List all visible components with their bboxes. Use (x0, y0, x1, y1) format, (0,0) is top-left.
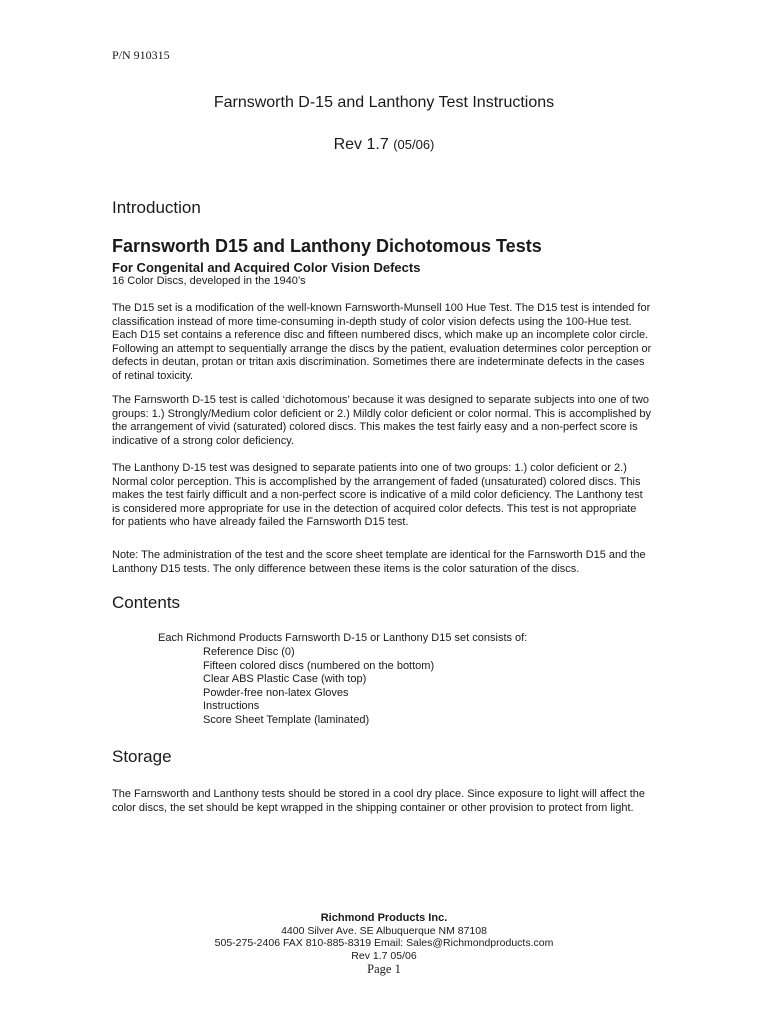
footer-address: 4400 Silver Ave. SE Albuquerque NM 87108 (281, 924, 487, 937)
storage-heading: Storage (112, 747, 172, 766)
intro-paragraph-3: The Lanthony D-15 test was designed to separate patients into one of two groups: 1.) color deficient or 2.) Normal color perception. This is accomplished by the arrangement of faded (unsaturated) colored discs. This makes the test fairly difficult and a non-perfect score is indicative of a mild color deficiency. The Lanthony test is considered more appropriate for use in the detection of acquired color defects. This test is not appropriate for patients who have already failed the Farnsworth D15 test. (112, 462, 643, 528)
list-item: Fifteen colored discs (numbered on the bottom) (203, 659, 435, 672)
intro-paragraph-2: The Farnsworth D-15 test is called ‘dichotomous’ because it was designed to separate subjects into one of two groups: 1.) Strongly/Medium color deficient or 2.) Mildly color deficient or color normal. This is accomplished by the arrangement of vivid (saturated) colored discs. This makes the test fairly easy and a non-perfect score is indicative of a strong color deficiency. (112, 394, 652, 447)
list-item: Powder-free non-latex Gloves (203, 686, 349, 699)
intro-paragraph-1: The D15 set is a modification of the well-known Farnsworth-Munsell 100 Hue Test. The D15 test is intended for classification instead of more time-consuming in-depth study of color vision defects using the 100-Hue test. Each D15 set contains a reference disc and fifteen numbered discs, which make up an incomplete color circle. Following an attempt to sequentially arrange the discs by the patient, evaluation determines color perception or defects in deutan, protan or tritan axis discrimination. Sometimes there are indeterminate defects in the cases of retinal toxicity. (112, 302, 652, 382)
footer-company: Richmond Products Inc. (320, 912, 448, 924)
contents-heading: Contents (112, 593, 181, 612)
part-number: P/N 910315 (112, 48, 170, 62)
list-item: Reference Disc (0) (203, 646, 295, 658)
note-paragraph: Note: The administration of the test and the score sheet template are identical for the Farnsworth D15 and the Lanthony D15 tests. The only difference between these items is the color saturation of the discs. (112, 549, 646, 575)
contents-list (203, 646, 434, 727)
list-item: Score Sheet Template (laminated) (203, 713, 370, 726)
footer-revision: Rev 1.7 05/06 (351, 949, 417, 962)
page-number: Page 1 (367, 962, 401, 976)
list-item: Clear ABS Plastic Case (with top) (203, 673, 367, 685)
main-heading: Farnsworth D15 and Lanthony Dichotomous Tests (112, 236, 542, 256)
storage-paragraph: The Farnsworth and Lanthony tests should be stored in a cool dry place. Since exposure to light will affect the color discs, the set should be kept wrapped in the shipping container or other provision to protect from light. (112, 788, 645, 814)
introduction-heading: Introduction (112, 198, 201, 217)
contents-intro: Each Richmond Products Farnsworth D-15 or Lanthony D15 set consists of: (158, 632, 528, 644)
footer (0, 912, 768, 976)
revision-line (0, 136, 768, 154)
list-item: Instructions (203, 700, 260, 712)
document-title: Farnsworth D-15 and Lanthony Test Instructions (213, 94, 555, 111)
revision-main: Rev 1.7 (333, 136, 389, 153)
footer-contact: 505-275-2406 FAX 810-885-8319 Email: Sales@Richmondproducts.com (214, 937, 554, 949)
sub-heading: For Congenital and Acquired Color Vision Defects (112, 260, 421, 275)
revision-date: (05/06) (393, 137, 435, 152)
tagline: 16 Color Discs, developed in the 1940’s (112, 275, 306, 287)
